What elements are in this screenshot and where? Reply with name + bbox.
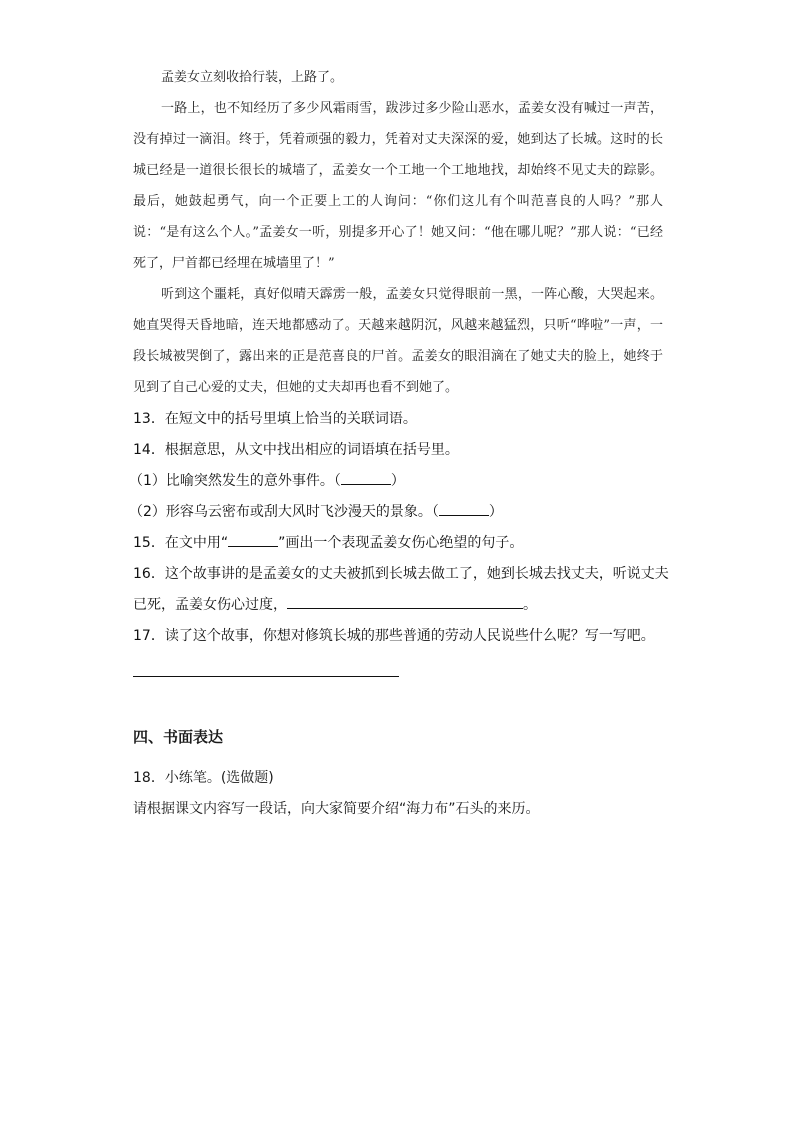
answer-blank-14-1[interactable] (341, 469, 391, 485)
question-15 (133, 528, 673, 559)
question-14-1 (129, 466, 673, 497)
section-4-title: 四、书面表达 (133, 728, 224, 746)
question-16-line-1: 16．这个故事讲的是孟姜女的丈夫被抓到长城去做工了，她到长城去找丈夫，听说丈夫 (133, 566, 669, 582)
answer-line-17[interactable] (133, 676, 399, 677)
question-16-text: 已死，孟姜女伤心过度， (133, 597, 287, 613)
answer-blank-16[interactable] (287, 593, 523, 609)
underline-sample-15 (228, 531, 278, 547)
answer-blank-14-2[interactable] (439, 500, 489, 516)
question-14: 14．根据意思，从文中找出相应的词语填在括号里。 (133, 442, 459, 458)
question-15-text-start: 15．在文中用“ (133, 535, 229, 551)
story-paragraph-3: 听到这个噩耗，真好似晴天霹雳一般，孟姜女只觉得眼前一黑，一阵心酸，大哭起来。她直哭得天昏地暗，连天地都感动了。天越来越阴沉，风越来越猛烈，只听“哗啦”一声，一段长城被哭倒了，露出来的正是范喜良的尸首。孟姜女的眼泪滴在了她丈夫的脸上，她终于见到了自己心爱的丈夫，但她的丈夫却再也看不到她了。 (133, 287, 663, 395)
question-17: 17．读了这个故事，你想对修筑长城的那些普通的劳动人民说些什么呢？写一写吧。 (133, 628, 655, 644)
questions-block (129, 404, 673, 652)
question-15-text-end: ”画出一个表现孟姜女伤心绝望的句子。 (278, 535, 524, 551)
question-14-1-text: （1）比喻突然发生的意外事件。（ (129, 473, 341, 489)
question-14-2-close: ） (488, 504, 503, 520)
question-18-prompt: 请根据课文内容写一段话，向大家简要介绍“海力布”石头的来历。 (133, 801, 540, 817)
question-13: 13．在短文中的括号里填上恰当的关联词语。 (133, 411, 417, 427)
story-paragraph-2: 一路上，也不知经历了多少风霜雨雪，跋涉过多少险山恶水，孟姜女没有喊过一声苦，没有掉过一滴泪。终于，凭着顽强的毅力，凭着对丈夫深深的爱，她到达了长城。这时的长城已经是一道很长很长的城墙了，孟姜女一个工地一个工地地找，却始终不见丈夫的踪影。最后，她鼓起勇气，向一个正要上工的人询问：“你们这儿有个叫范喜良的人吗？”那人说：“是有这么个人。”孟姜女一听，别提多开心了！她又问：“他在哪儿呢？”那人说：“已经死了，尸首都已经埋在城墙里了！” (133, 101, 663, 271)
question-14-1-close: ） (390, 473, 405, 489)
story-paragraph-1: 孟姜女立刻收拾行装，上路了。 (161, 70, 344, 85)
writing-task (133, 763, 673, 825)
question-14-2-text: （2）形容乌云密布或刮大风时飞沙漫天的景象。（ (129, 504, 439, 520)
question-18-title: 18．小练笔。(选做题) (133, 770, 274, 786)
question-14-2 (129, 497, 673, 528)
question-16-end: 。 (523, 597, 537, 613)
story-passage (133, 62, 663, 403)
question-16-line-2 (133, 590, 673, 621)
